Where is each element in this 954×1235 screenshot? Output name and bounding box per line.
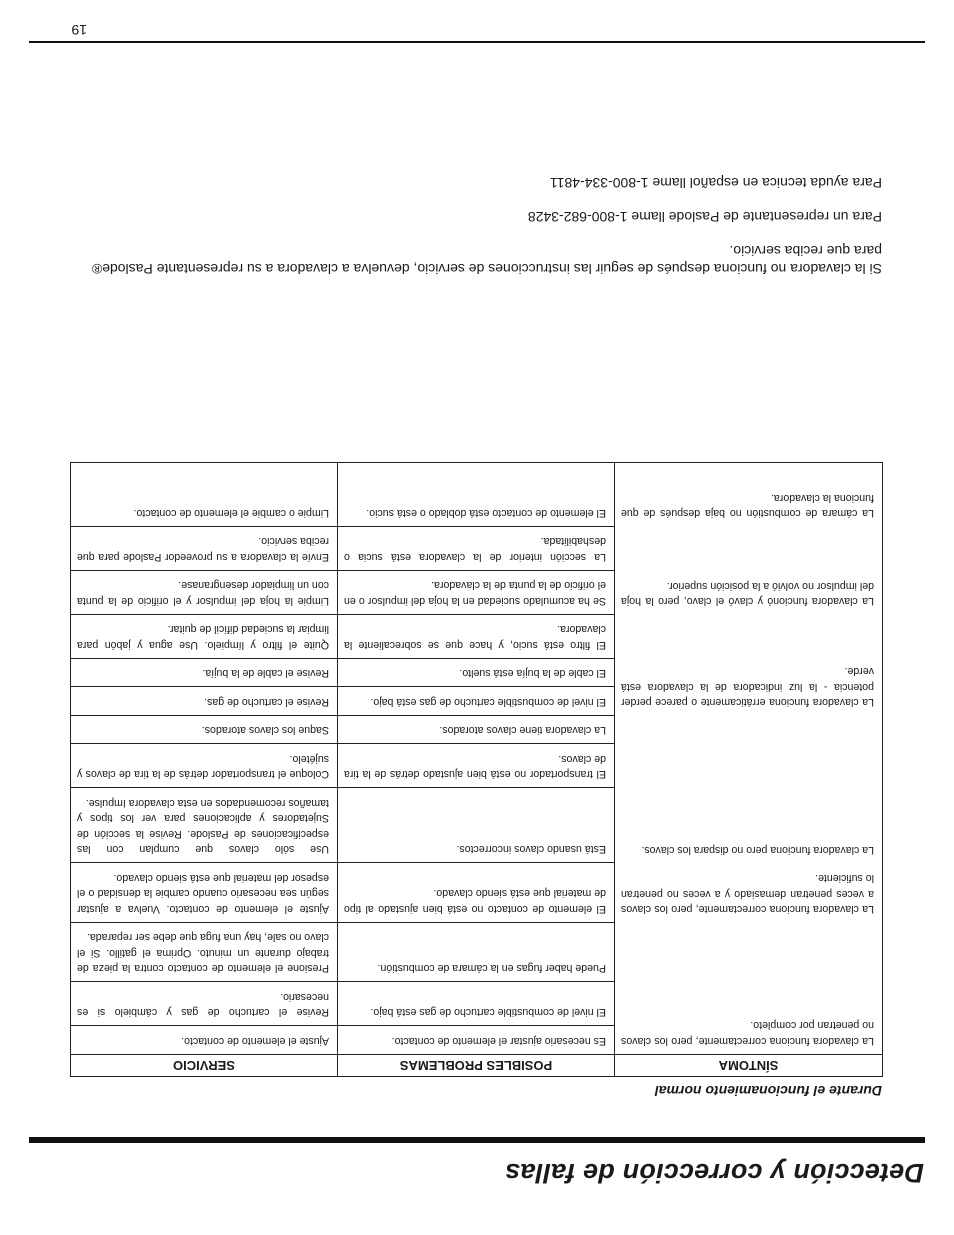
- service-cell: Ajuste el elemento de contacto.: [71, 1026, 338, 1055]
- symptom-cell: La clavadora funcionó y clavó el clavo, pero la hoja del impulsor no volvió a la posición superior.: [615, 527, 883, 615]
- column-header-symptom: SÍNTOMA: [615, 1055, 883, 1077]
- troubleshooting-table: [70, 462, 883, 1077]
- service-cell: Limpie o cambie el elemento de contacto.: [71, 463, 338, 527]
- title-rule: [29, 1137, 925, 1143]
- service-cell: Presione el elemento de contacto contra la pieza de trabajo durante un minuto. Oprima el gatillo. Si el clavo no sale, hay una fuga que debe ser reparada.: [71, 923, 338, 983]
- problem-cell: Se ha acumulado suciedad en la hoja del impulsor o en el orificio de la punta de la clavadora.: [338, 571, 615, 615]
- symptom-cell: La cámara de combustión no baja después de que funciona la clavadora.: [615, 463, 883, 527]
- service-cell: Revise el cartucho de gas.: [71, 687, 338, 716]
- problem-cell: Está usando clavos incorrectos.: [338, 788, 615, 863]
- problem-cell: El nivel de combustible cartucho de gas está bajo.: [338, 687, 615, 716]
- section-subtitle: Durante el funcionamiento normal: [654, 1083, 882, 1099]
- problem-cell: Es necesario ajustar el elemento de contacto.: [338, 1026, 615, 1055]
- problem-cell: El elemento de contacto no está bien ajustado al tipo de material que está siendo clavado.: [338, 863, 615, 923]
- table-header-row: [71, 1055, 883, 1077]
- problem-cell: El elemento de contacto está doblado o está sucio.: [338, 463, 615, 527]
- table-row: [71, 1026, 883, 1055]
- symptom-cell: La clavadora funciona correctamente, pero los clavos a veces penetran demasiado y a veces no penetran lo suficiente.: [615, 863, 883, 923]
- problem-cell: El nivel de combustible cartucho de gas está bajo.: [338, 982, 615, 1026]
- spanish-support-phone: Para ayuda tecnica en español llame 1-800-334-4811: [549, 175, 882, 191]
- problem-cell: El filtro está sucio, y hace que se sobrecaliente la clavadora.: [338, 615, 615, 659]
- page-title: Detección y corrección de fallas: [504, 1158, 924, 1188]
- problem-cell: Puede haber fugas en la cámara de combustión.: [338, 923, 615, 983]
- table-row: [71, 788, 883, 863]
- service-cell: Saque los clavos atorados.: [71, 716, 338, 745]
- service-cell: Use sólo clavos que cumplan con las especificaciones de Paslode. Revise la sección de Sujetadores y aplicaciones para ver los tipos y tamaños recomendados en esta clavadora Impulse.: [71, 788, 338, 863]
- service-cell: Envíe la clavadora a su proveedor Paslode para que reciba servicio.: [71, 527, 338, 571]
- footer-rule: [29, 41, 925, 43]
- symptom-cell: La clavadora funciona pero no dispara los clavos.: [615, 716, 883, 864]
- symptom-cell: La clavadora funciona correctamente, pero los clavos no penetran por completo.: [615, 923, 883, 1055]
- service-cell: Revise el cartucho de gas y cámbielo si es necesario.: [71, 982, 338, 1026]
- service-cell: Limpie la hoja del impulsor y el orificio de la punta con un limpiador desengranase.: [71, 571, 338, 615]
- service-cell: Ajuste el elemento de contacto. Vuelva a ajustar según sea necesario cuando cambie la densidad o el espesor del material que está siendo clavado.: [71, 863, 338, 923]
- table-row: [71, 687, 883, 716]
- table-row: [71, 863, 883, 923]
- problem-cell: El transportador no está bien ajustado detrás de la tira de clavos.: [338, 744, 615, 788]
- table-row: [71, 571, 883, 615]
- column-header-service: SERVICIO: [71, 1055, 338, 1077]
- problem-cell: El cable de la bujía está suelto.: [338, 659, 615, 688]
- page-number: 19: [71, 22, 87, 38]
- problem-cell: La clavadora tiene clavos atorados.: [338, 716, 615, 745]
- service-cell: Coloque el transportador detrás de la tira de clavos y sujételo.: [71, 744, 338, 788]
- service-cell: Quite el filtro y límpielo. Use agua y jabón para limpiar la suciedad difícil de quitar.: [71, 615, 338, 659]
- table-row: [71, 463, 883, 527]
- representative-phone: Para un representante de Paslode llame 1-800-682-3428: [527, 209, 882, 225]
- column-header-problems: POSIBLES PROBLEMAS: [338, 1055, 615, 1077]
- problem-cell: La sección interior de la clavadora está sucia o deshabilitada.: [338, 527, 615, 571]
- service-cell: Revise el cable de la bujía.: [71, 659, 338, 688]
- symptom-cell: La clavadora funciona erráticamente o parece perder potencia - la luz indicadora de la clavadora está verde.: [615, 615, 883, 716]
- return-for-service-note: Si la clavadora no funciona después de seguir las instrucciones de servicio, devuelva a clavadora a su representante Paslode® para que reciba servicio.: [91, 243, 882, 277]
